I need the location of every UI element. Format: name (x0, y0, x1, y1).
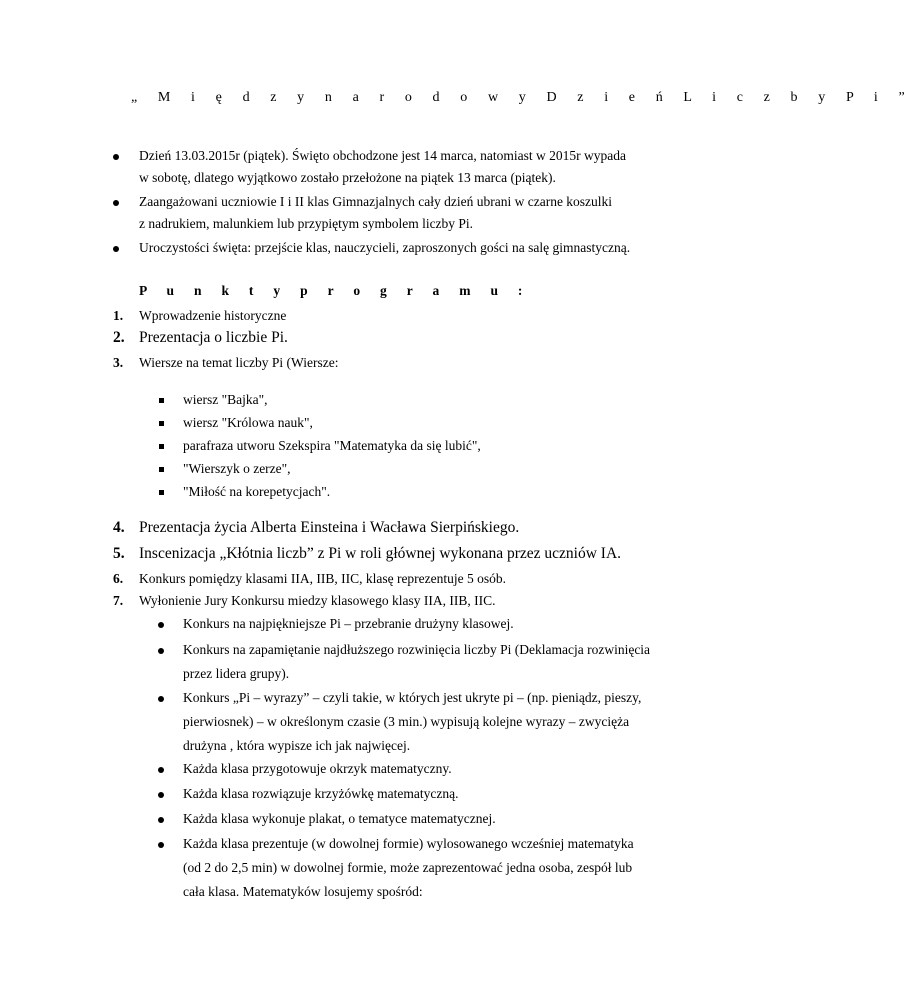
bullet-icon (113, 154, 119, 160)
program-number-7: 7. (113, 593, 124, 608)
contest-item-4: Każda klasa przygotowuje okrzyk matematyczny. (183, 761, 452, 776)
poem-item: "Wierszyk o zerze", (183, 461, 291, 476)
contest-item-1: Konkurs na najpiękniejsze Pi – przebranie drużyny klasowej. (183, 616, 514, 631)
poem-item: wiersz "Królowa nauk", (183, 415, 313, 430)
program-heading: P u n k t y p r o g r a m u : (139, 283, 531, 298)
intro-item-3: Uroczystości święta: przejście klas, nauczycieli, zaproszonych gości na salę gimnastyczną. (139, 240, 631, 255)
square-bullet-icon (159, 444, 164, 449)
intro-item-2-line-1: Zaangażowani uczniowie I i II klas Gimnazjalnych cały dzień ubrani w czarne koszulki (139, 194, 613, 209)
poem-item: parafraza utworu Szekspira "Matematyka da się lubić", (183, 438, 481, 453)
bullet-icon (158, 648, 164, 654)
program-item-1: Wprowadzenie historyczne (139, 308, 287, 323)
poem-item: wiersz "Bajka", (183, 392, 268, 407)
program-item-4: Prezentacja życia Alberta Einsteina i Wacława Sierpińskiego. (139, 519, 520, 536)
bullet-icon (158, 817, 164, 823)
bullet-icon (158, 842, 164, 848)
program-item-6: Konkurs pomiędzy klasami IIA, IIB, IIC, klasę reprezentuje 5 osób. (139, 571, 507, 586)
bullet-icon (158, 767, 164, 773)
program-item-7: Wyłonienie Jury Konkursu miedzy klasowego klasy IIA, IIB, IIC. (139, 593, 496, 608)
program-number-3: 3. (113, 355, 124, 370)
program-item-5: Inscenizacja „Kłótnia liczb” z Pi w roli głównej wykonana przez uczniów IA. (139, 545, 622, 562)
contest-item-5: Każda klasa rozwiązuje krzyżówkę matematyczną. (183, 786, 459, 801)
bullet-icon (158, 622, 164, 628)
program-number-4: 4. (113, 519, 125, 536)
program-number-2: 2. (113, 329, 125, 346)
square-bullet-icon (159, 398, 164, 403)
contest-item-3-line-1: Konkurs „Pi – wyrazy” – czyli takie, w których jest ukryte pi – (np. pieniądz, pieszy, (183, 690, 642, 705)
contest-item-2-line-2: przez lidera grupy). (183, 666, 290, 681)
contest-item-7-line-1: Każda klasa prezentuje (w dowolnej formie) wylosowanego wcześniej matematyka (183, 836, 634, 851)
program-number-5: 5. (113, 545, 125, 562)
square-bullet-icon (159, 490, 164, 495)
program-item-2: Prezentacja o liczbie Pi. (139, 329, 288, 346)
bullet-icon (113, 246, 119, 252)
program-item-3: Wiersze na temat liczby Pi (Wiersze: (139, 355, 339, 370)
contest-item-3-line-2: pierwiosnek) – w określonym czasie (3 min.) wypisują kolejne wyrazy – zwycięża (183, 714, 630, 729)
bullet-icon (158, 696, 164, 702)
bullet-icon (158, 792, 164, 798)
contest-item-7-line-2: (od 2 do 2,5 min) w dowolnej formie, może zaprezentować jedna osoba, zespół lub (183, 860, 633, 875)
contest-item-2-line-1: Konkurs na zapamiętanie najdłuższego rozwinięcia liczby Pi (Deklamacja rozwinięcia (183, 642, 651, 657)
program-number-1: 1. (113, 308, 124, 323)
square-bullet-icon (159, 467, 164, 472)
contest-item-7-line-3: cała klasa. Matematyków losujemy spośród: (183, 884, 423, 899)
intro-item-1-line-2: w sobotę, dlatego wyjątkowo zostało przełożone na piątek 13 marca (piątek). (139, 170, 556, 185)
document-title: „ M i ę d z y n a r o d o w y D z i e ń L i c z b y P i ” (131, 90, 913, 105)
contest-item-6: Każda klasa wykonuje plakat, o tematyce matematycznej. (183, 811, 496, 826)
contest-item-3-line-3: drużyna , która wypisze ich jak najwięcej. (183, 738, 411, 753)
square-bullet-icon (159, 421, 164, 426)
intro-item-1-line-1: Dzień 13.03.2015r (piątek). Święto obchodzone jest 14 marca, natomiast w 2015r wypada (139, 148, 626, 163)
intro-item-2-line-2: z nadrukiem, malunkiem lub przypiętym symbolem liczby Pi. (139, 216, 474, 231)
poem-item: "Miłość na korepetycjach". (183, 484, 331, 499)
bullet-icon (113, 200, 119, 206)
program-number-6: 6. (113, 571, 124, 586)
